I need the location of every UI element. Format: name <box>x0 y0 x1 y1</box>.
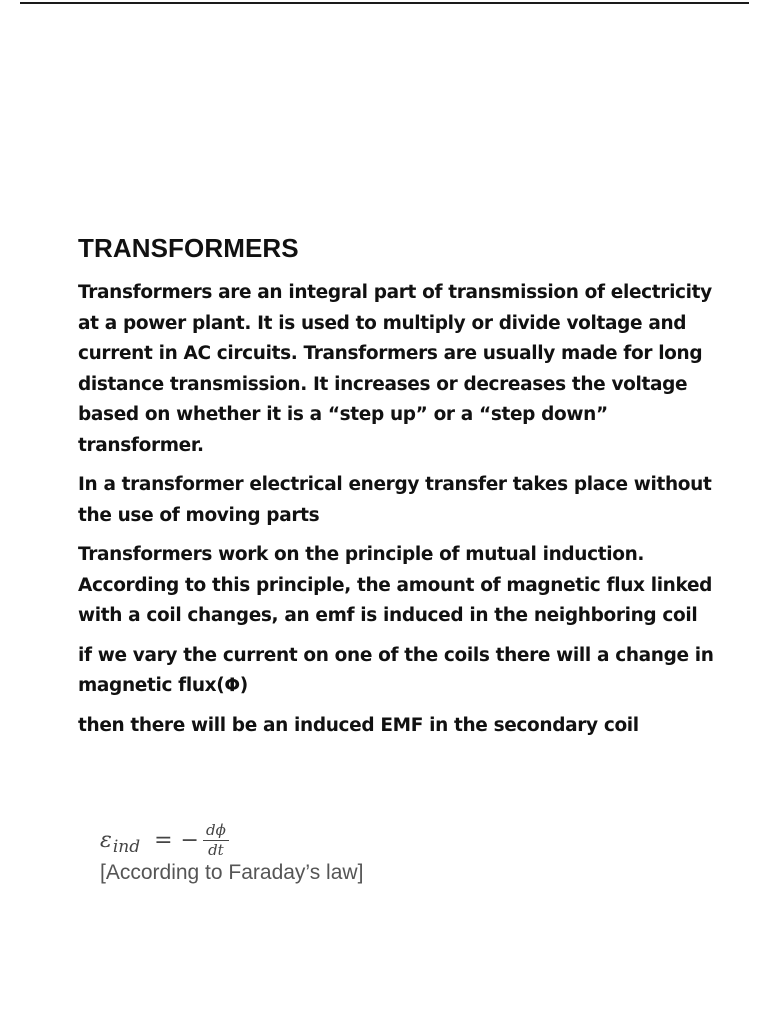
paragraph-intro: Transformers are an integral part of transmission of electricity at a power plant. It is used to multiply or divide voltage and current in AC circuits. Transformers are usually made for long distance transmission. It increases or decreases the voltage based on whether it is a “step up” or a “step down” transformer. <box>78 282 712 456</box>
formula-epsilon: ε <box>100 828 112 853</box>
paragraph-energy-transfer: In a transformer electrical energy transfer takes place without the use of moving parts <box>78 474 712 526</box>
document-body <box>78 233 718 750</box>
faraday-formula-block <box>100 822 363 885</box>
formula-equals: = <box>154 828 173 853</box>
formula-minus: − <box>180 828 199 853</box>
top-divider <box>20 2 749 4</box>
paragraph-mutual-induction: Transformers work on the principle of mutual induction. According to this principle, the amount of magnetic flux linked with a coil changes, an emf is induced in the neighboring coil <box>78 544 713 626</box>
faraday-formula <box>100 822 363 859</box>
paragraph-induced-emf: then there will be an induced EMF in the secondary coil <box>78 714 639 736</box>
formula-numerator: dϕ <box>203 822 229 841</box>
formula-subscript: ind <box>112 836 141 857</box>
formula-citation: [According to Faraday’s law] <box>100 861 364 884</box>
formula-fraction <box>203 822 229 859</box>
formula-denominator: dt <box>208 841 224 859</box>
paragraph-flux-change: if we vary the current on one of the coils there will a change in magnetic flux(Φ) <box>78 644 714 696</box>
page-title: TRANSFORMERS <box>78 233 299 263</box>
